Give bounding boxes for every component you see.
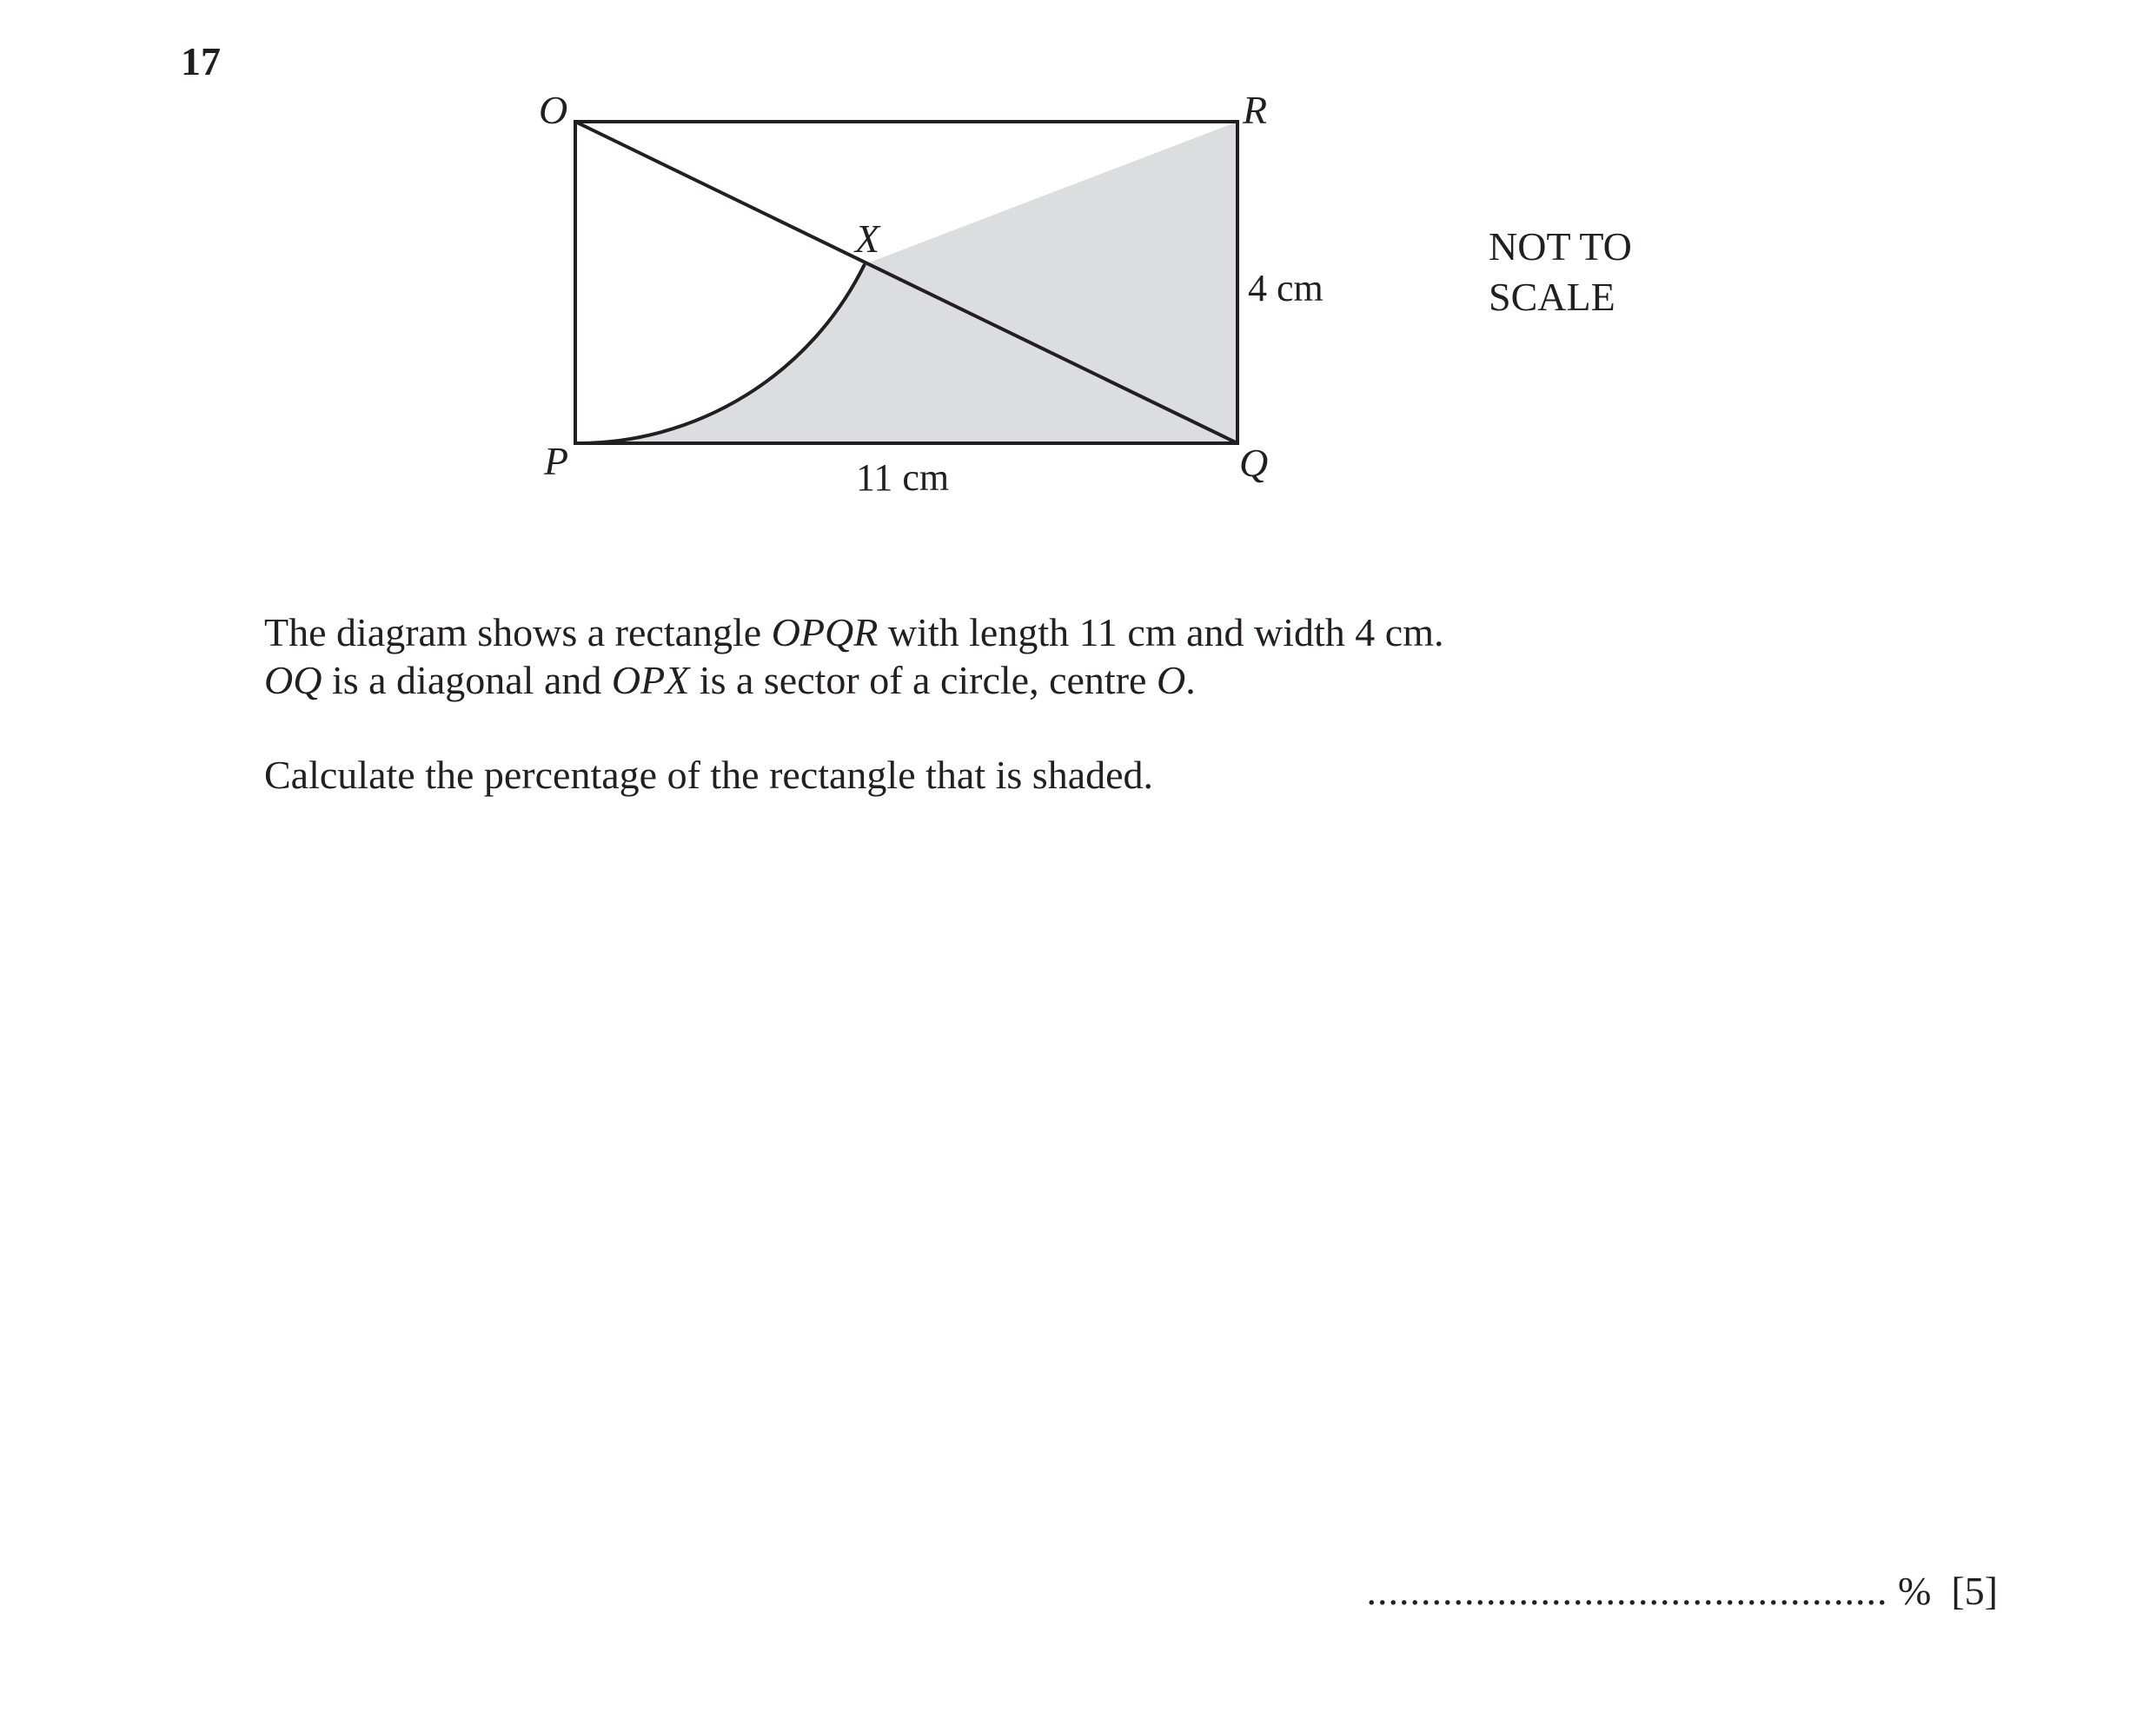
answer-dots[interactable]: ................................................ [1366,1569,1888,1613]
text-run-italic: OPX [611,658,690,702]
text-run: The diagram shows a rectangle [264,610,772,654]
text-run: is a sector of a circle, centre [689,658,1157,702]
marks-label: [5] [1951,1569,1998,1613]
width-label: 4 cm [1248,267,1323,309]
answer-line[interactable] [1367,1571,1998,1611]
text-run: . [1185,658,1196,702]
not-to-scale-note [1489,222,1632,322]
rectangle-sector-diagram [0,0,2156,565]
question-instruction: Calculate the percentage of the rectangle that is shaded. [264,753,1154,797]
text-run-italic: OPQR [771,610,879,654]
vertex-label-p: P [544,439,569,483]
text-run: with length 11 cm and width 4 cm. [878,610,1444,654]
vertex-label-o: O [539,88,568,132]
question-line-2 [264,656,1444,704]
vertex-label-q: Q [1239,441,1269,485]
vertex-label-x: X [855,216,880,261]
vertex-label-r: R [1243,88,1268,132]
text-run-italic: O [1156,658,1186,702]
text-run-italic: OQ [264,658,322,702]
text-run: is a diagonal and [322,658,612,702]
question-number: 17 [181,39,221,83]
length-label: 11 cm [856,456,950,499]
scale-note-line-1: NOT TO [1489,224,1632,269]
scale-note-line-2: SCALE [1489,275,1615,319]
question-line-1 [264,608,1444,656]
question-text [264,608,1444,799]
answer-unit: % [1898,1569,1932,1613]
spacer [264,704,1444,751]
